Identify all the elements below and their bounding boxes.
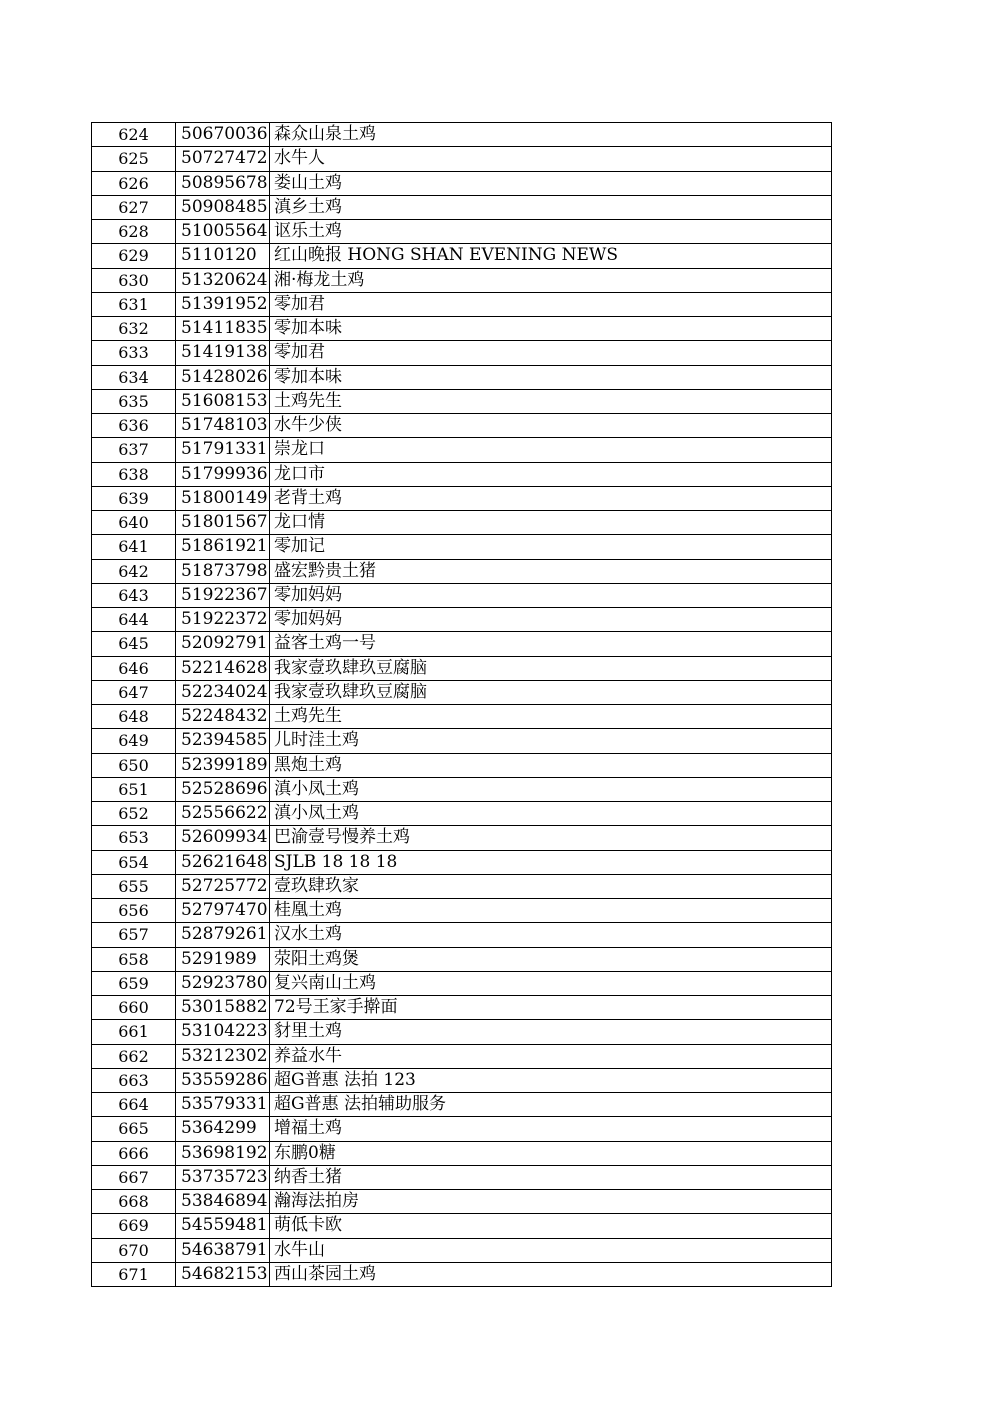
row-number: 654 <box>92 850 176 874</box>
table-row <box>92 1020 832 1044</box>
row-number: 629 <box>92 244 176 268</box>
trademark-name: 汉水土鸡 <box>270 923 832 947</box>
row-number: 648 <box>92 705 176 729</box>
row-number: 643 <box>92 583 176 607</box>
table-row <box>92 802 832 826</box>
trademark-name: 零加记 <box>270 535 832 559</box>
registration-number: 50670036 <box>176 123 270 147</box>
registration-number: 53579331 <box>176 1093 270 1117</box>
registration-number: 52214628 <box>176 656 270 680</box>
table-row <box>92 292 832 316</box>
trademark-name: 盛宏黔贵土猪 <box>270 559 832 583</box>
row-number: 652 <box>92 802 176 826</box>
registration-number: 52399189 <box>176 753 270 777</box>
row-number: 642 <box>92 559 176 583</box>
trademark-name: 水牛山 <box>270 1238 832 1262</box>
registration-number: 51873798 <box>176 559 270 583</box>
trademark-name: 讴乐土鸡 <box>270 220 832 244</box>
table-row <box>92 438 832 462</box>
registration-number: 50727472 <box>176 147 270 171</box>
row-number: 637 <box>92 438 176 462</box>
registration-number: 51411835 <box>176 317 270 341</box>
registration-number: 51800149 <box>176 486 270 510</box>
table-row <box>92 317 832 341</box>
table-row <box>92 414 832 438</box>
registration-number: 51748103 <box>176 414 270 438</box>
trademark-name: 红山晚报 HONG SHAN EVENING NEWS <box>270 244 832 268</box>
table-row <box>92 220 832 244</box>
row-number: 645 <box>92 632 176 656</box>
registration-number: 52528696 <box>176 777 270 801</box>
trademark-name: 养益水牛 <box>270 1044 832 1068</box>
table-row <box>92 559 832 583</box>
row-number: 647 <box>92 680 176 704</box>
registration-number: 50908485 <box>176 195 270 219</box>
row-number: 660 <box>92 996 176 1020</box>
table-row <box>92 1044 832 1068</box>
registration-number: 54559481 <box>176 1214 270 1238</box>
registration-number: 51922367 <box>176 583 270 607</box>
row-number: 639 <box>92 486 176 510</box>
registration-number: 52725772 <box>176 874 270 898</box>
trademark-name: 儿时洼土鸡 <box>270 729 832 753</box>
row-number: 656 <box>92 899 176 923</box>
trademark-name: 零加君 <box>270 341 832 365</box>
trademark-name: 零加本味 <box>270 317 832 341</box>
row-number: 635 <box>92 389 176 413</box>
registration-number: 51922372 <box>176 608 270 632</box>
trademark-name: 增福土鸡 <box>270 1117 832 1141</box>
trademark-name: 我家壹玖肆玖豆腐脑 <box>270 680 832 704</box>
registration-number: 52879261 <box>176 923 270 947</box>
registration-number: 5291989 <box>176 947 270 971</box>
row-number: 627 <box>92 195 176 219</box>
table-row <box>92 826 832 850</box>
table-row <box>92 268 832 292</box>
table-row <box>92 1190 832 1214</box>
table-row <box>92 996 832 1020</box>
row-number: 657 <box>92 923 176 947</box>
row-number: 636 <box>92 414 176 438</box>
registration-number: 53735723 <box>176 1165 270 1189</box>
registration-number: 51799936 <box>176 462 270 486</box>
registration-number: 51428026 <box>176 365 270 389</box>
trademark-name: 零加君 <box>270 292 832 316</box>
trademark-name: 龙口情 <box>270 511 832 535</box>
registration-number: 51391952 <box>176 292 270 316</box>
row-number: 630 <box>92 268 176 292</box>
trademark-name: 豺里土鸡 <box>270 1020 832 1044</box>
row-number: 659 <box>92 971 176 995</box>
table-row <box>92 535 832 559</box>
registration-number: 53559286 <box>176 1068 270 1092</box>
table-row <box>92 1068 832 1092</box>
trademark-name: 老背土鸡 <box>270 486 832 510</box>
trademark-name: 零加妈妈 <box>270 583 832 607</box>
table-row <box>92 899 832 923</box>
table-row <box>92 729 832 753</box>
trademark-name: 水牛少侠 <box>270 414 832 438</box>
row-number: 628 <box>92 220 176 244</box>
table-row <box>92 583 832 607</box>
trademark-name: 超G普惠 法拍辅助服务 <box>270 1093 832 1117</box>
registration-number: 51419138 <box>176 341 270 365</box>
row-number: 626 <box>92 171 176 195</box>
table-row <box>92 486 832 510</box>
trademark-name: 壹玖肆玖家 <box>270 874 832 898</box>
registration-number: 52248432 <box>176 705 270 729</box>
registration-number: 5110120 <box>176 244 270 268</box>
registration-number: 51005564 <box>176 220 270 244</box>
table-row <box>92 850 832 874</box>
trademark-name: 东鹏0糖 <box>270 1141 832 1165</box>
table-row <box>92 462 832 486</box>
table-row <box>92 947 832 971</box>
registration-number: 51320624 <box>176 268 270 292</box>
table-row <box>92 341 832 365</box>
registration-number: 52092791 <box>176 632 270 656</box>
row-number: 640 <box>92 511 176 535</box>
row-number: 671 <box>92 1262 176 1286</box>
row-number: 641 <box>92 535 176 559</box>
row-number: 663 <box>92 1068 176 1092</box>
registration-number: 51801567 <box>176 511 270 535</box>
row-number: 644 <box>92 608 176 632</box>
registration-number: 52797470 <box>176 899 270 923</box>
trademark-name: 崇龙口 <box>270 438 832 462</box>
registration-number: 51861921 <box>176 535 270 559</box>
trademark-name: 滇乡土鸡 <box>270 195 832 219</box>
row-number: 665 <box>92 1117 176 1141</box>
trademark-name: 龙口市 <box>270 462 832 486</box>
row-number: 638 <box>92 462 176 486</box>
trademark-name: 土鸡先生 <box>270 389 832 413</box>
table-row <box>92 608 832 632</box>
registration-number: 53015882 <box>176 996 270 1020</box>
registration-number: 52394585 <box>176 729 270 753</box>
trademark-name: 水牛人 <box>270 147 832 171</box>
trademark-name: 西山茶园土鸡 <box>270 1262 832 1286</box>
row-number: 653 <box>92 826 176 850</box>
row-number: 664 <box>92 1093 176 1117</box>
table-row <box>92 365 832 389</box>
row-number: 632 <box>92 317 176 341</box>
trademark-name: 瀚海法拍房 <box>270 1190 832 1214</box>
table-row <box>92 777 832 801</box>
row-number: 666 <box>92 1141 176 1165</box>
row-number: 655 <box>92 874 176 898</box>
trademark-name: 超G普惠 法拍 123 <box>270 1068 832 1092</box>
registration-number: 52234024 <box>176 680 270 704</box>
table-row <box>92 753 832 777</box>
trademark-name: 我家壹玖肆玖豆腐脑 <box>270 656 832 680</box>
trademark-name: 零加本味 <box>270 365 832 389</box>
registration-number: 53104223 <box>176 1020 270 1044</box>
registration-number: 54638791 <box>176 1238 270 1262</box>
table-row <box>92 971 832 995</box>
row-number: 658 <box>92 947 176 971</box>
row-number: 624 <box>92 123 176 147</box>
trademark-name: 滇小凤土鸡 <box>270 777 832 801</box>
registration-number: 53698192 <box>176 1141 270 1165</box>
row-number: 650 <box>92 753 176 777</box>
trademark-name: 土鸡先生 <box>270 705 832 729</box>
table-row <box>92 171 832 195</box>
trademark-name: 萌低卡欧 <box>270 1214 832 1238</box>
row-number: 662 <box>92 1044 176 1068</box>
table-row <box>92 632 832 656</box>
trademark-name: 益客土鸡一号 <box>270 632 832 656</box>
row-number: 661 <box>92 1020 176 1044</box>
table-row <box>92 923 832 947</box>
table-row <box>92 1214 832 1238</box>
registration-number: 53212302 <box>176 1044 270 1068</box>
table-body <box>92 123 832 1287</box>
trademark-name: 纳香土猪 <box>270 1165 832 1189</box>
row-number: 670 <box>92 1238 176 1262</box>
table-row <box>92 1093 832 1117</box>
row-number: 651 <box>92 777 176 801</box>
row-number: 669 <box>92 1214 176 1238</box>
trademark-name: 森众山泉土鸡 <box>270 123 832 147</box>
table-row <box>92 874 832 898</box>
trademark-name: 巴渝壹号慢养土鸡 <box>270 826 832 850</box>
table-row <box>92 1165 832 1189</box>
registration-number: 54682153 <box>176 1262 270 1286</box>
registration-number: 52609934 <box>176 826 270 850</box>
table-row <box>92 389 832 413</box>
table-row <box>92 1117 832 1141</box>
trademark-name: 零加妈妈 <box>270 608 832 632</box>
table-row <box>92 511 832 535</box>
registration-number: 51608153 <box>176 389 270 413</box>
trademark-table <box>91 122 832 1287</box>
registration-number: 52923780 <box>176 971 270 995</box>
registration-number: 53846894 <box>176 1190 270 1214</box>
table-row <box>92 123 832 147</box>
table-row <box>92 680 832 704</box>
trademark-name: 湘·梅龙土鸡 <box>270 268 832 292</box>
table-row <box>92 1238 832 1262</box>
trademark-name: 72号王家手擀面 <box>270 996 832 1020</box>
trademark-name: 黑炮土鸡 <box>270 753 832 777</box>
table-row <box>92 1141 832 1165</box>
row-number: 649 <box>92 729 176 753</box>
row-number: 625 <box>92 147 176 171</box>
row-number: 668 <box>92 1190 176 1214</box>
table-row <box>92 244 832 268</box>
table-row <box>92 147 832 171</box>
trademark-name: SJLB 18 18 18 <box>270 850 832 874</box>
registration-number: 52556622 <box>176 802 270 826</box>
registration-number: 52621648 <box>176 850 270 874</box>
table-row <box>92 1262 832 1286</box>
trademark-name: 复兴南山土鸡 <box>270 971 832 995</box>
table-row <box>92 656 832 680</box>
trademark-name: 滇小凤土鸡 <box>270 802 832 826</box>
table-row <box>92 705 832 729</box>
row-number: 667 <box>92 1165 176 1189</box>
trademark-name: 娄山土鸡 <box>270 171 832 195</box>
registration-number: 5364299 <box>176 1117 270 1141</box>
registration-number: 51791331 <box>176 438 270 462</box>
row-number: 646 <box>92 656 176 680</box>
row-number: 634 <box>92 365 176 389</box>
table-row <box>92 195 832 219</box>
trademark-name: 荥阳土鸡煲 <box>270 947 832 971</box>
registration-number: 50895678 <box>176 171 270 195</box>
row-number: 633 <box>92 341 176 365</box>
trademark-name: 桂凰土鸡 <box>270 899 832 923</box>
row-number: 631 <box>92 292 176 316</box>
